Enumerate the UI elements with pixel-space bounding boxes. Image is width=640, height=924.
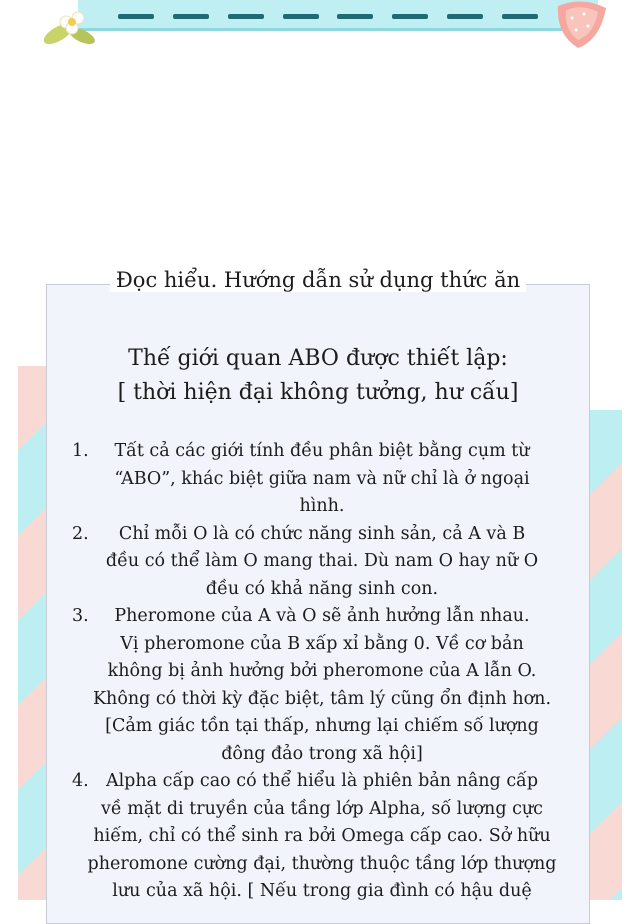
rules-list <box>66 438 578 906</box>
dash <box>447 14 483 19</box>
list-item <box>66 768 578 906</box>
dash <box>337 14 373 19</box>
item-line: không bị ảnh hưởng bởi pheromone của A lẫn O. <box>107 661 537 681</box>
item-line: hình. <box>299 496 345 516</box>
item-line: Pheromone của A và O sẽ ảnh hưởng lẫn nhau. <box>114 606 530 626</box>
item-number: 4. <box>72 771 89 791</box>
item-line: [Cảm giác tồn tại thấp, nhưng lại chiếm số lượng <box>105 716 539 736</box>
right-stripe-decoration <box>590 410 622 900</box>
page-heading-text: Đọc hiểu. Hướng dẫn sử dụng thức ăn <box>110 268 526 292</box>
item-line: đông đảo trong xã hội] <box>221 743 423 764</box>
flower-left-icon <box>36 0 106 50</box>
item-line: hiếm, chỉ có thể sinh ra bởi Omega cấp cao. Sở hữu <box>93 826 551 846</box>
dash <box>283 14 319 19</box>
subtitle-line-2: [ thời hiện đại không tưởng, hư cấu] <box>117 380 519 405</box>
banner-dashes <box>118 14 538 20</box>
list-item <box>66 603 578 768</box>
strawberry-icon <box>548 0 618 50</box>
item-line: đều có thể làm O mang thai. Dù nam O hay nữ O <box>105 551 539 571</box>
item-number: 2. <box>72 523 89 544</box>
subtitle <box>46 342 590 410</box>
dash <box>228 14 264 19</box>
page-heading <box>46 268 590 292</box>
item-line: Không có thời kỳ đặc biệt, tâm lý cũng ổn định hơn. <box>92 688 552 709</box>
item-line: Alpha cấp cao có thể hiểu là phiên bản nâng cấp <box>105 771 539 791</box>
item-number: 1. <box>72 441 89 461</box>
item-line: Chỉ mỗi O là có chức năng sinh sản, cả A và B <box>118 523 526 544</box>
item-line: đều có khả năng sinh con. <box>205 578 439 599</box>
item-line: lưu của xã hội. [ Nếu trong gia đình có hậu duệ <box>112 881 532 901</box>
item-number: 3. <box>72 606 89 626</box>
item-line: “ABO”, khác biệt giữa nam và nữ chỉ là ở ngoại <box>114 468 530 489</box>
item-line: Tất cả các giới tính đều phân biệt bằng cụm từ <box>114 441 530 461</box>
item-line: Vị pheromone của B xấp xỉ bằng 0. Về cơ bản <box>120 633 524 654</box>
subtitle-line-1: Thế giới quan ABO được thiết lập: <box>128 346 508 371</box>
list-item <box>66 438 578 521</box>
item-line: pheromone cường đại, thường thuộc tầng lớp thượng <box>87 853 557 874</box>
item-line: về mặt di truyền của tầng lớp Alpha, số lượng cực <box>101 798 543 819</box>
dash <box>118 14 154 19</box>
list-item <box>66 521 578 604</box>
left-stripe-decoration <box>18 366 48 900</box>
dash <box>173 14 209 19</box>
dash <box>392 14 428 19</box>
dash <box>502 14 538 19</box>
